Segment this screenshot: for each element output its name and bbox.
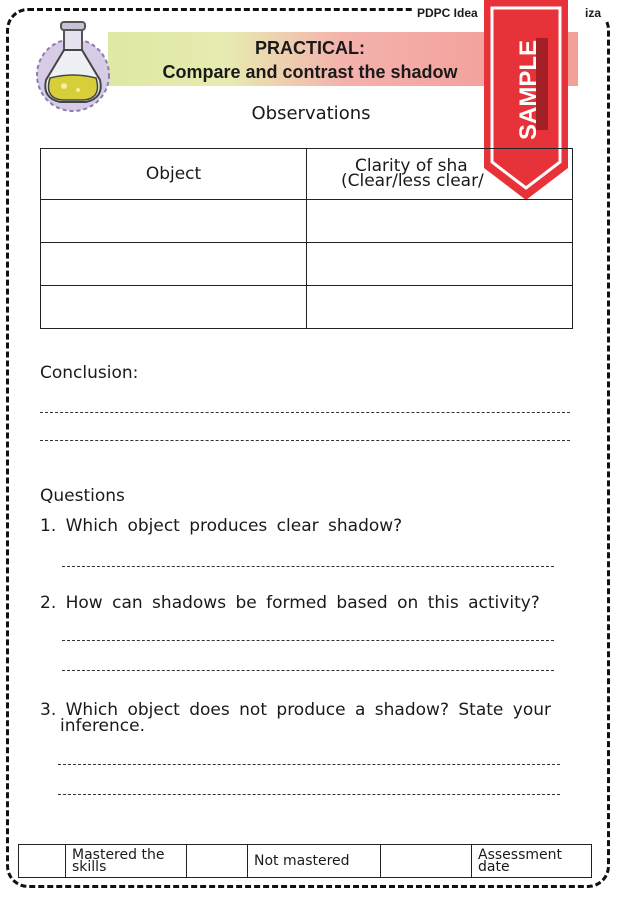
question-2: 2. How can shadows be formed based on this activity? — [40, 593, 540, 613]
title-line-2: Compare and contrast the shadow — [162, 62, 458, 82]
answer-line-q2-1[interactable] — [62, 640, 554, 641]
observations-heading: Observations — [251, 103, 371, 124]
answer-line-q2-2[interactable] — [62, 670, 554, 671]
assessment-date-line-1: Assessment — [478, 847, 562, 863]
conclusion-answer-line-1[interactable] — [40, 412, 570, 413]
mastered-skills-label — [66, 845, 187, 878]
conclusion-label: Conclusion: — [40, 363, 139, 383]
table-cell[interactable] — [307, 200, 573, 243]
clarity-header-line-2: (Clear/less clear/ — [341, 171, 484, 191]
question-3-line-1: 3. Which object does not produce a shadow? State your — [40, 700, 552, 720]
table-cell[interactable] — [41, 243, 307, 286]
not-mastered-label: Not mastered — [248, 845, 381, 878]
table-row — [41, 286, 573, 329]
table-cell[interactable] — [41, 200, 307, 243]
table-cell[interactable] — [41, 286, 307, 329]
table-header-row — [41, 149, 573, 200]
assessment-tick-box-not-mastered[interactable] — [187, 845, 248, 878]
assessment-row — [19, 845, 592, 878]
practical-title — [120, 36, 500, 84]
assessment-table — [18, 844, 592, 878]
clarity-header-line-1: Clarity of sha — [355, 156, 468, 176]
assessment-date-line-2: date — [478, 859, 510, 875]
table-row — [41, 200, 573, 243]
author-text: PDPC Idea — [417, 6, 478, 20]
mastered-label-line-1: Mastered the — [72, 847, 165, 863]
mastered-label-line-2: skills — [72, 859, 107, 875]
table-row — [41, 243, 573, 286]
author-suffix: iza — [584, 6, 601, 20]
answer-line-q3-1[interactable] — [58, 764, 560, 765]
object-column-header: Object — [41, 149, 307, 200]
assessment-tick-box-mastered[interactable] — [19, 845, 66, 878]
table-cell[interactable] — [307, 243, 573, 286]
assessment-blank-cell[interactable] — [381, 845, 472, 878]
question-3-line-2: inference. — [60, 716, 145, 736]
observations-table — [40, 148, 573, 329]
questions-heading: Questions — [40, 486, 125, 506]
sample-watermark-text: SAMPLE — [515, 39, 542, 141]
title-line-1: PRACTICAL: — [255, 38, 365, 58]
question-1: 1. Which object produces clear shadow? — [40, 516, 403, 536]
conclusion-answer-line-2[interactable] — [40, 440, 570, 441]
answer-line-q1[interactable] — [62, 566, 554, 567]
flask-icon — [34, 20, 112, 114]
question-3 — [40, 702, 560, 734]
answer-line-q3-2[interactable] — [58, 794, 560, 795]
assessment-date-label — [472, 845, 592, 878]
table-cell[interactable] — [307, 286, 573, 329]
clarity-column-header — [307, 149, 573, 200]
